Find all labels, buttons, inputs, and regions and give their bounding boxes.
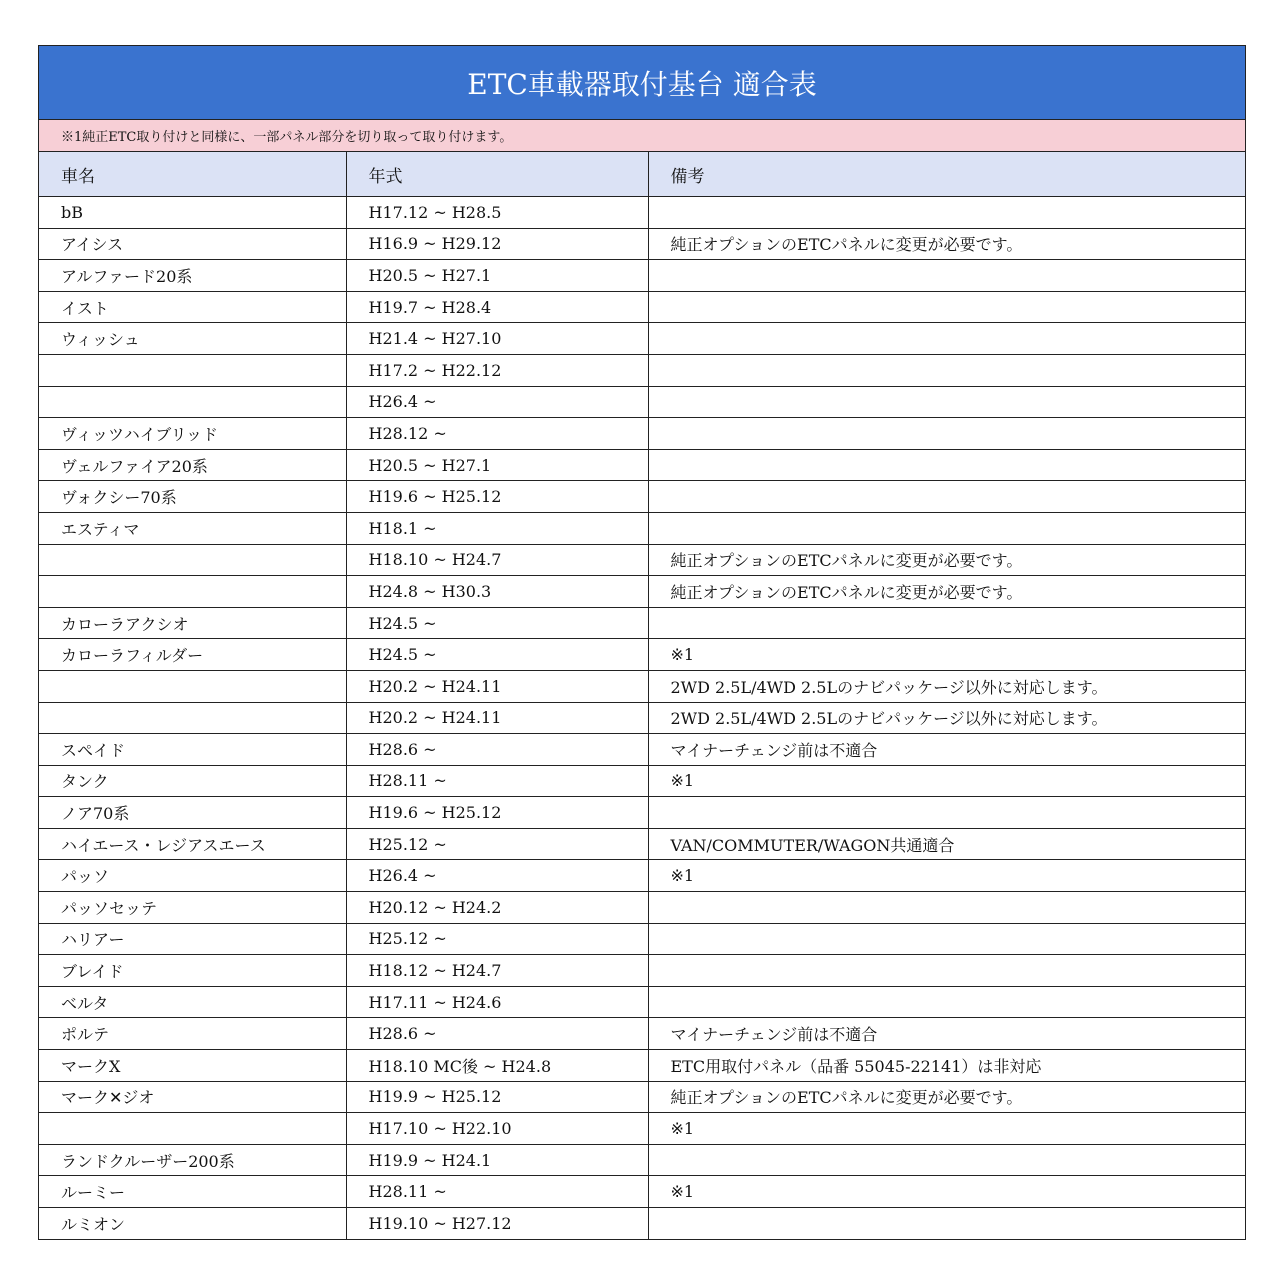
table-row bbox=[39, 512, 1245, 544]
cell-vehicle-name: マーク✕ジオ bbox=[39, 1081, 346, 1113]
table-row bbox=[39, 702, 1245, 734]
cell-model-year: H21.4 ~ H27.10 bbox=[346, 323, 648, 355]
table-row bbox=[39, 860, 1245, 892]
cell-remarks: 2WD 2.5L/4WD 2.5Lのナビパッケージ以外に対応します。 bbox=[648, 702, 1245, 734]
cell-remarks bbox=[648, 481, 1245, 513]
table-row bbox=[39, 323, 1245, 355]
cell-model-year: H25.12 ~ bbox=[346, 923, 648, 955]
cell-model-year: H20.5 ~ H27.1 bbox=[346, 449, 648, 481]
table-row bbox=[39, 923, 1245, 955]
cell-vehicle-name: スペイド bbox=[39, 734, 346, 766]
cell-vehicle-name: ハイエース・レジアスエース bbox=[39, 828, 346, 860]
cell-vehicle-name: アルファード20系 bbox=[39, 260, 346, 292]
cell-remarks bbox=[648, 797, 1245, 829]
cell-model-year: H18.12 ~ H24.7 bbox=[346, 955, 648, 987]
cell-model-year: H24.5 ~ bbox=[346, 607, 648, 639]
compatibility-sheet bbox=[38, 45, 1246, 1240]
cell-remarks bbox=[648, 291, 1245, 323]
cell-vehicle-name bbox=[39, 702, 346, 734]
cell-vehicle-name bbox=[39, 544, 346, 576]
cell-remarks: ※1 bbox=[648, 639, 1245, 671]
cell-model-year: H18.10 ~ H24.7 bbox=[346, 544, 648, 576]
cell-vehicle-name: ルミオン bbox=[39, 1208, 346, 1239]
table-row bbox=[39, 1018, 1245, 1050]
header-vehicle-name: 車名 bbox=[39, 152, 346, 197]
cell-remarks bbox=[648, 386, 1245, 418]
cell-remarks: 2WD 2.5L/4WD 2.5Lのナビパッケージ以外に対応します。 bbox=[648, 670, 1245, 702]
cell-model-year: H19.6 ~ H25.12 bbox=[346, 797, 648, 829]
cell-remarks bbox=[648, 607, 1245, 639]
table-row bbox=[39, 828, 1245, 860]
cell-vehicle-name: ルーミー bbox=[39, 1176, 346, 1208]
cell-model-year: H28.11 ~ bbox=[346, 1176, 648, 1208]
cell-vehicle-name: ブレイド bbox=[39, 955, 346, 987]
cell-model-year: H18.1 ~ bbox=[346, 512, 648, 544]
table-row bbox=[39, 670, 1245, 702]
cell-vehicle-name: ポルテ bbox=[39, 1018, 346, 1050]
cell-model-year: H19.10 ~ H27.12 bbox=[346, 1208, 648, 1239]
cell-remarks: ※1 bbox=[648, 765, 1245, 797]
cell-remarks: ※1 bbox=[648, 1176, 1245, 1208]
table-row bbox=[39, 418, 1245, 450]
cell-model-year: H28.12 ~ bbox=[346, 418, 648, 450]
cell-remarks bbox=[648, 986, 1245, 1018]
table-row bbox=[39, 1208, 1245, 1239]
header-row bbox=[39, 152, 1245, 197]
table-row bbox=[39, 1050, 1245, 1082]
cell-model-year: H19.9 ~ H25.12 bbox=[346, 1081, 648, 1113]
table-row bbox=[39, 481, 1245, 513]
cell-remarks: マイナーチェンジ前は不適合 bbox=[648, 1018, 1245, 1050]
cell-model-year: H20.12 ~ H24.2 bbox=[346, 892, 648, 924]
cell-model-year: H28.11 ~ bbox=[346, 765, 648, 797]
table-row bbox=[39, 197, 1245, 229]
table-row bbox=[39, 544, 1245, 576]
cell-model-year: H28.6 ~ bbox=[346, 1018, 648, 1050]
table-row bbox=[39, 260, 1245, 292]
table-title: ETC車載器取付基台 適合表 bbox=[39, 46, 1245, 120]
cell-model-year: H16.9 ~ H29.12 bbox=[346, 228, 648, 260]
cell-vehicle-name: bB bbox=[39, 197, 346, 229]
cell-model-year: H17.12 ~ H28.5 bbox=[346, 197, 648, 229]
table-body bbox=[39, 197, 1245, 1239]
table-row bbox=[39, 607, 1245, 639]
cell-remarks bbox=[648, 1208, 1245, 1239]
cell-vehicle-name bbox=[39, 576, 346, 608]
cell-remarks bbox=[648, 892, 1245, 924]
cell-remarks bbox=[648, 354, 1245, 386]
table-row bbox=[39, 986, 1245, 1018]
cell-remarks: 純正オプションのETCパネルに変更が必要です。 bbox=[648, 1081, 1245, 1113]
compatibility-table bbox=[39, 152, 1245, 1239]
cell-vehicle-name: ハリアー bbox=[39, 923, 346, 955]
table-row bbox=[39, 354, 1245, 386]
cell-remarks: ETC用取付パネル（品番 55045-22141）は非対応 bbox=[648, 1050, 1245, 1082]
cell-vehicle-name bbox=[39, 1113, 346, 1145]
table-row bbox=[39, 955, 1245, 987]
cell-remarks bbox=[648, 260, 1245, 292]
cell-vehicle-name: ウィッシュ bbox=[39, 323, 346, 355]
table-row bbox=[39, 228, 1245, 260]
cell-remarks bbox=[648, 449, 1245, 481]
footnote-banner: ※1純正ETC取り付けと同様に、一部パネル部分を切り取って取り付けます。 bbox=[39, 120, 1245, 152]
header-remarks: 備考 bbox=[648, 152, 1245, 197]
cell-vehicle-name: ヴェルファイア20系 bbox=[39, 449, 346, 481]
table-row bbox=[39, 734, 1245, 766]
cell-model-year: H19.9 ~ H24.1 bbox=[346, 1144, 648, 1176]
cell-model-year: H20.2 ~ H24.11 bbox=[346, 702, 648, 734]
table-row bbox=[39, 576, 1245, 608]
table-row bbox=[39, 449, 1245, 481]
table-row bbox=[39, 1176, 1245, 1208]
cell-vehicle-name: イスト bbox=[39, 291, 346, 323]
cell-model-year: H24.8 ~ H30.3 bbox=[346, 576, 648, 608]
cell-vehicle-name: ヴォクシー70系 bbox=[39, 481, 346, 513]
cell-remarks bbox=[648, 512, 1245, 544]
cell-model-year: H18.10 MC後 ~ H24.8 bbox=[346, 1050, 648, 1082]
cell-model-year: H20.5 ~ H27.1 bbox=[346, 260, 648, 292]
cell-vehicle-name bbox=[39, 354, 346, 386]
table-row bbox=[39, 765, 1245, 797]
cell-remarks: ※1 bbox=[648, 860, 1245, 892]
cell-vehicle-name bbox=[39, 670, 346, 702]
cell-remarks bbox=[648, 197, 1245, 229]
cell-remarks: 純正オプションのETCパネルに変更が必要です。 bbox=[648, 544, 1245, 576]
cell-vehicle-name: ノア70系 bbox=[39, 797, 346, 829]
cell-vehicle-name: エスティマ bbox=[39, 512, 346, 544]
cell-remarks: 純正オプションのETCパネルに変更が必要です。 bbox=[648, 576, 1245, 608]
cell-model-year: H24.5 ~ bbox=[346, 639, 648, 671]
table-row bbox=[39, 639, 1245, 671]
cell-vehicle-name: カローラフィルダー bbox=[39, 639, 346, 671]
cell-model-year: H19.6 ~ H25.12 bbox=[346, 481, 648, 513]
cell-vehicle-name: カローラアクシオ bbox=[39, 607, 346, 639]
cell-model-year: H28.6 ~ bbox=[346, 734, 648, 766]
table-row bbox=[39, 386, 1245, 418]
cell-model-year: H26.4 ~ bbox=[346, 386, 648, 418]
cell-model-year: H19.7 ~ H28.4 bbox=[346, 291, 648, 323]
cell-vehicle-name: パッソセッテ bbox=[39, 892, 346, 924]
cell-vehicle-name: アイシス bbox=[39, 228, 346, 260]
table-row bbox=[39, 1144, 1245, 1176]
cell-model-year: H25.12 ~ bbox=[346, 828, 648, 860]
cell-vehicle-name: パッソ bbox=[39, 860, 346, 892]
cell-remarks: マイナーチェンジ前は不適合 bbox=[648, 734, 1245, 766]
cell-model-year: H17.10 ~ H22.10 bbox=[346, 1113, 648, 1145]
cell-remarks bbox=[648, 923, 1245, 955]
table-row bbox=[39, 1113, 1245, 1145]
cell-remarks: ※1 bbox=[648, 1113, 1245, 1145]
cell-model-year: H17.11 ~ H24.6 bbox=[346, 986, 648, 1018]
cell-remarks bbox=[648, 955, 1245, 987]
table-row bbox=[39, 291, 1245, 323]
header-model-year: 年式 bbox=[346, 152, 648, 197]
table-row bbox=[39, 892, 1245, 924]
cell-vehicle-name: タンク bbox=[39, 765, 346, 797]
table-row bbox=[39, 797, 1245, 829]
cell-vehicle-name: マークX bbox=[39, 1050, 346, 1082]
cell-model-year: H26.4 ~ bbox=[346, 860, 648, 892]
cell-vehicle-name: ヴィッツハイブリッド bbox=[39, 418, 346, 450]
cell-remarks: VAN/COMMUTER/WAGON共通適合 bbox=[648, 828, 1245, 860]
table-row bbox=[39, 1081, 1245, 1113]
cell-vehicle-name bbox=[39, 386, 346, 418]
cell-remarks: 純正オプションのETCパネルに変更が必要です。 bbox=[648, 228, 1245, 260]
cell-remarks bbox=[648, 418, 1245, 450]
cell-model-year: H17.2 ~ H22.12 bbox=[346, 354, 648, 386]
cell-model-year: H20.2 ~ H24.11 bbox=[346, 670, 648, 702]
cell-remarks bbox=[648, 1144, 1245, 1176]
cell-vehicle-name: ランドクルーザー200系 bbox=[39, 1144, 346, 1176]
cell-remarks bbox=[648, 323, 1245, 355]
cell-vehicle-name: ベルタ bbox=[39, 986, 346, 1018]
